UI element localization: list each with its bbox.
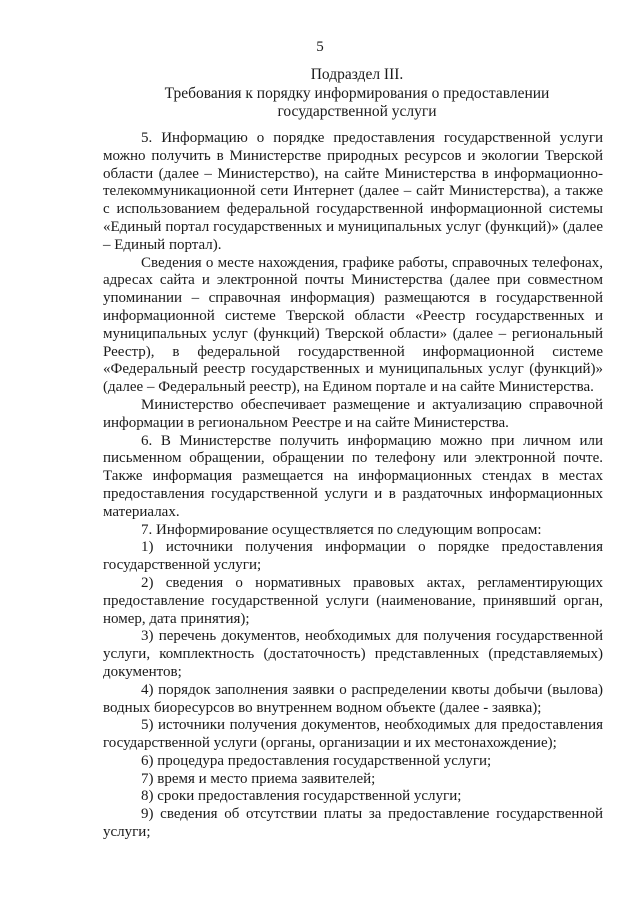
list-item: 1) источники получения информации о порядке предоставления государственной услуги; [103,539,603,574]
paragraph: Сведения о месте нахождения, графике работы, справочных телефонах, адресах сайта и электронной почты Министерства (далее при совместном упоминании – справочная информация) размещаются в государственной информационной системе Тверской области «Реестр государственных и муниципальных услуг (функций) Тверской области» (далее – региональный Реестр), в федеральной государственной информационной системе «Федеральный реестр государственных и муниципальных услуг (функций)» (далее – Федеральный реестр), на Едином портале и на сайте Министерства. [103,254,603,396]
paragraph: 5. Информацию о порядке предоставления государственной услуги можно получить в Министерстве природных ресурсов и экологии Тверской области (далее – Министерство), на сайте Министерства в информационно-телекоммуникационной сети Интернет (далее – сайт Министерства), а также с использованием федеральной государственной информационной системы «Единый портал государственных и муниципальных услуг (функций)» (далее – Единый портал). [103,130,603,253]
list-item: 9) сведения об отсутствии платы за предоставление государственной услуги; [103,806,603,841]
list-item: 5) источники получения документов, необходимых для предоставления государственной услуги (органы, организации и их местонахождение); [103,717,603,752]
list-item: 8) сроки предоставления государственной услуги; [141,788,462,805]
paragraph: 6. В Министерстве получить информацию можно при личном или письменном обращении, обращении по телефону или электронной почте. Также информация размещается на информационных стендах в местах предоставления государственной услуги и в раздаточных информационных материалах. [103,432,603,520]
paragraph: Министерство обеспечивает размещение и актуализацию справочной информации в региональном Реестре и на сайте Министерства. [103,396,603,431]
subsection-label: Подраздел III. [310,66,404,83]
list-item: 3) перечень документов, необходимых для получения государственной услуги, комплектность (достаточность) представленных (представляемых) документов; [103,628,603,680]
list-item: 2) сведения о нормативных правовых актах, регламентирующих предоставление государственной услуги (наименование, принявший орган, номер, дата принятия); [103,574,603,627]
page-number: 5 [316,39,324,55]
paragraph: 7. Информирование осуществляется по следующим вопросам: [141,521,542,538]
list-item: 7) время и место приема заявителей; [141,770,376,787]
section-heading [100,66,614,122]
list-item: 6) процедура предоставления государственной услуги; [141,752,492,769]
list-item: 4) порядок заполнения заявки о распределении квоты добычи (вылова) водных биоресурсов во внутреннем водном объекте (далее - заявка); [103,681,603,716]
section-title-line-2: государственной услуги [277,103,437,120]
document-body [103,130,603,842]
section-title-line-1: Требования к порядку информирования о предоставлении [164,84,550,102]
